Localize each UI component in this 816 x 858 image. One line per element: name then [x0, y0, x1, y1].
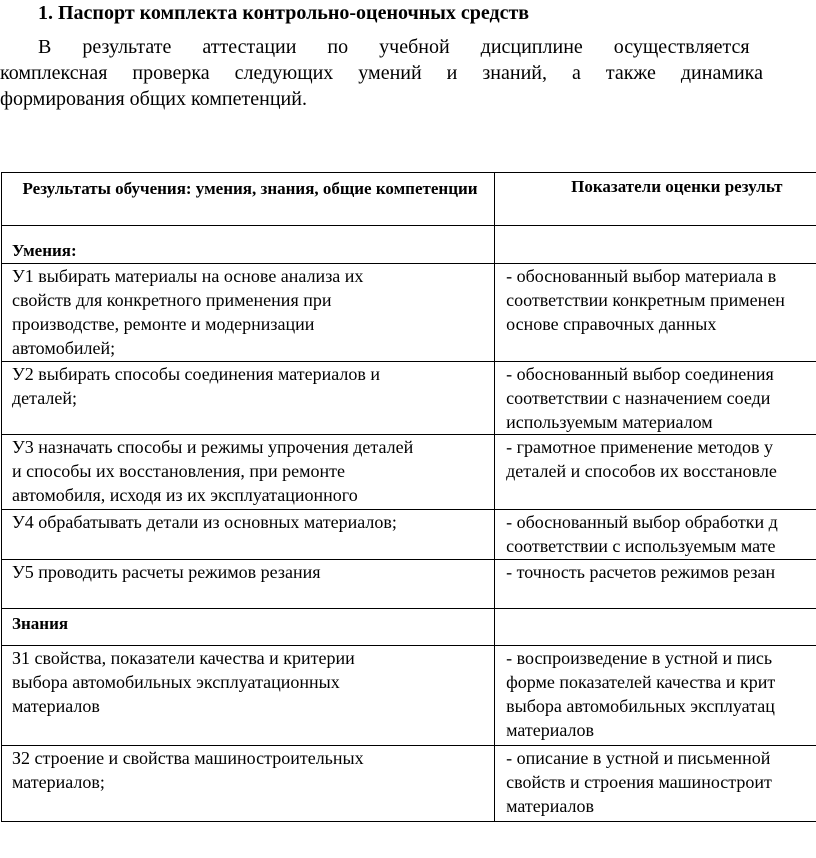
knowledge-cell: З1 свойства, показатели качества и критерии выбора автомобильных эксплуатационных материалов — [2, 646, 495, 746]
skill-cell: У3 назначать способы и режимы упрочения деталей и способы их восстановления, при ремонте автомобиля, исходя из их эксплуатационного — [2, 435, 495, 510]
indicator-cell: - обоснованный выбор материала в соответствии конкретным применен основе справочных данных — [495, 264, 816, 362]
indicator-cell: - обоснованный выбор соединения соответствии с назначением соеди используемым материалом — [495, 362, 816, 435]
table-header-row — [2, 173, 816, 226]
empty-cell — [495, 609, 816, 646]
table-row — [2, 560, 816, 609]
indicator-cell: - точность расчетов режимов резан — [495, 560, 816, 609]
table-row — [2, 746, 816, 822]
indicator-cell: - обоснованный выбор обработки д соответствии с используемым мате — [495, 510, 816, 560]
indicator-cell: - грамотное применение методов у деталей и способов их восстановле — [495, 435, 816, 510]
col-header-results: Результаты обучения: умения, знания, общие компетенции — [2, 173, 495, 226]
skill-cell: У4 обрабатывать детали из основных материалов; — [2, 510, 495, 560]
intro-line: В результате аттестации по учебной дисциплине осуществляется — [38, 36, 750, 58]
section-row-knowledge — [2, 609, 816, 646]
section-row-skills — [2, 226, 816, 264]
knowledge-cell: З2 строение и свойства машиностроительных материалов; — [2, 746, 495, 822]
section-heading: 1. Паспорт комплекта контрольно-оценочных средств — [38, 2, 530, 24]
skill-cell: У2 выбирать способы соединения материалов и деталей; — [2, 362, 495, 435]
table-row — [2, 510, 816, 560]
skill-cell: У5 проводить расчеты режимов резания — [2, 560, 495, 609]
intro-paragraph — [0, 34, 816, 112]
skill-cell: У1 выбирать материалы на основе анализа их свойств для конкретного применения при производстве, ремонте и модернизации автомобилей; — [2, 264, 495, 362]
table-row — [2, 264, 816, 362]
intro-line: формирования общих компетенций. — [0, 88, 307, 110]
section-label-knowledge: Знания — [2, 609, 495, 646]
col-header-indicators: Показатели оценки результ — [495, 173, 816, 226]
empty-cell — [495, 226, 816, 264]
table-row — [2, 435, 816, 510]
table-row — [2, 362, 816, 435]
indicator-cell: - описание в устной и письменной свойств и строения машиностроит материалов — [495, 746, 816, 822]
section-label-skills: Умения: — [2, 226, 495, 264]
intro-line: комплексная проверка следующих умений и знаний, а также динамика — [0, 62, 763, 84]
table-row — [2, 646, 816, 746]
assessment-table — [1, 172, 816, 822]
indicator-cell: - воспроизведение в устной и пись форме показателей качества и крит выбора автомобильных эксплуатац материалов — [495, 646, 816, 746]
